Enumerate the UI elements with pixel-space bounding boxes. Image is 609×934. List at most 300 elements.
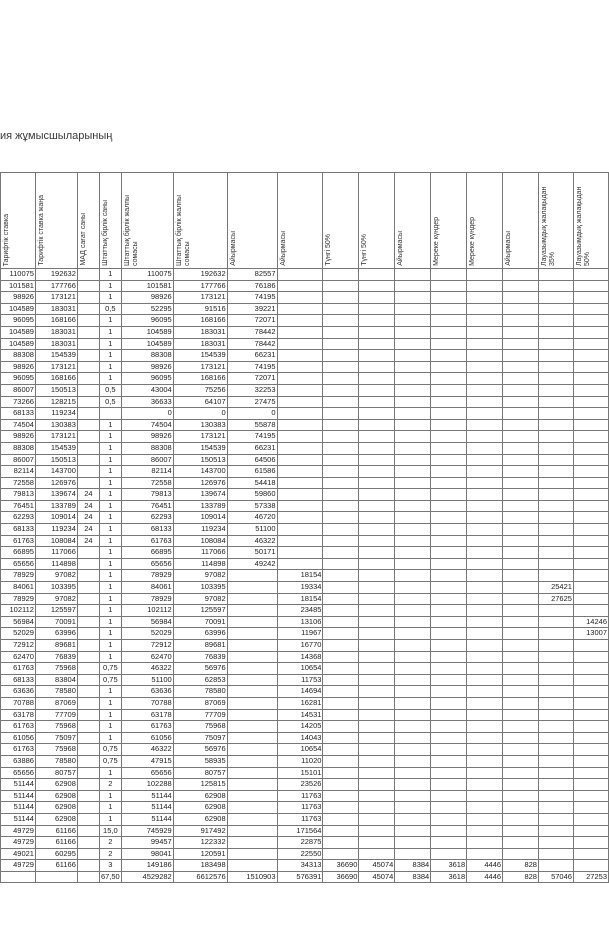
table-cell: 126976 [173, 477, 227, 489]
table-cell: 72558 [121, 477, 173, 489]
table-row [1, 489, 609, 501]
table-cell: 63178 [121, 709, 173, 721]
table-cell: 177766 [35, 280, 77, 292]
table-cell [395, 303, 431, 315]
table-cell: 104589 [121, 326, 173, 338]
table-cell [323, 547, 359, 559]
table-cell: 126976 [35, 477, 77, 489]
table-cell [503, 848, 539, 860]
table-cell [467, 454, 503, 466]
table-cell: 84061 [1, 582, 36, 594]
table-cell [227, 582, 277, 594]
table-cell [395, 663, 431, 675]
table-cell [359, 697, 395, 709]
table-cell: 119234 [35, 524, 77, 536]
table-cell: 75968 [35, 744, 77, 756]
table-cell: 62293 [121, 512, 173, 524]
table-cell [538, 361, 573, 373]
table-cell [503, 535, 539, 547]
table-cell: 133789 [35, 500, 77, 512]
table-cell [467, 640, 503, 652]
table-cell: 1 [99, 431, 121, 443]
table-cell [467, 721, 503, 733]
table-cell [467, 431, 503, 443]
table-cell [573, 384, 608, 396]
table-cell: 1 [99, 442, 121, 454]
table-cell [431, 616, 467, 628]
table-cell: 15,0 [99, 825, 121, 837]
table-cell [323, 593, 359, 605]
table-cell: 1 [99, 547, 121, 559]
table-cell [573, 350, 608, 362]
table-cell [573, 779, 608, 791]
table-cell [359, 361, 395, 373]
table-cell [573, 524, 608, 536]
totals-row [1, 871, 609, 883]
table-cell [431, 466, 467, 478]
table-cell: 101581 [121, 280, 173, 292]
table-cell [467, 593, 503, 605]
table-cell: 96095 [1, 373, 36, 385]
table-row [1, 721, 609, 733]
table-cell [467, 802, 503, 814]
table-cell: 150513 [35, 454, 77, 466]
table-cell [467, 350, 503, 362]
table-cell: 78580 [35, 755, 77, 767]
table-cell [503, 570, 539, 582]
total-cell: 6612576 [173, 871, 227, 883]
table-cell: 101581 [1, 280, 36, 292]
table-cell [77, 802, 99, 814]
table-cell [77, 570, 99, 582]
table-cell: 1 [99, 790, 121, 802]
table-cell [431, 582, 467, 594]
table-cell: 56976 [173, 744, 227, 756]
table-cell [503, 512, 539, 524]
table-cell [538, 280, 573, 292]
table-cell: 98041 [121, 848, 173, 860]
table-cell [431, 292, 467, 304]
table-cell: 46322 [227, 535, 277, 547]
table-cell: 1 [99, 350, 121, 362]
table-cell [431, 396, 467, 408]
table-cell [323, 384, 359, 396]
table-cell [573, 338, 608, 350]
table-cell [77, 848, 99, 860]
table-cell: 77709 [35, 709, 77, 721]
table-cell: 1 [99, 489, 121, 501]
table-cell [395, 802, 431, 814]
table-cell [538, 755, 573, 767]
table-cell [431, 303, 467, 315]
table-cell: 60295 [35, 848, 77, 860]
table-cell: 89681 [35, 640, 77, 652]
table-cell: 22875 [277, 837, 323, 849]
table-cell: 72071 [227, 373, 277, 385]
total-cell [77, 871, 99, 883]
table-cell: 98926 [121, 292, 173, 304]
table-cell [395, 582, 431, 594]
table-cell [323, 408, 359, 420]
table-cell [359, 350, 395, 362]
table-cell: 88308 [121, 350, 173, 362]
table-cell: 1 [99, 373, 121, 385]
column-header-label: Штаттық бірлік жалпы сомасы [175, 194, 191, 266]
table-cell: 1 [99, 605, 121, 617]
table-cell: 114898 [173, 558, 227, 570]
table-cell: 51144 [1, 802, 36, 814]
table-cell: 3 [99, 860, 121, 872]
table-cell: 11763 [277, 813, 323, 825]
table-cell [538, 721, 573, 733]
table-cell: 56984 [121, 616, 173, 628]
table-cell: 104589 [1, 338, 36, 350]
table-cell [395, 535, 431, 547]
column-header [538, 173, 573, 269]
table-row [1, 535, 609, 547]
table-cell [573, 396, 608, 408]
table-cell: 73266 [1, 396, 36, 408]
table-cell: 154539 [35, 350, 77, 362]
table-cell: 78929 [121, 593, 173, 605]
table-cell [467, 848, 503, 860]
table-cell: 183031 [173, 338, 227, 350]
table-cell [538, 547, 573, 559]
table-cell: 114898 [35, 558, 77, 570]
table-cell: 110075 [1, 269, 36, 281]
table-cell: 1 [99, 512, 121, 524]
table-row [1, 616, 609, 628]
column-header [121, 173, 173, 269]
table-cell [538, 790, 573, 802]
table-cell: 65656 [121, 767, 173, 779]
table-cell [503, 616, 539, 628]
table-cell: 57338 [227, 500, 277, 512]
table-cell [227, 697, 277, 709]
table-cell: 88308 [1, 350, 36, 362]
table-cell: 917492 [173, 825, 227, 837]
table-cell [467, 396, 503, 408]
table-cell: 47915 [121, 755, 173, 767]
table-cell: 75968 [35, 721, 77, 733]
table-cell [359, 547, 395, 559]
table-cell: 43004 [121, 384, 173, 396]
table-cell [277, 315, 323, 327]
table-cell [467, 408, 503, 420]
table-cell: 52029 [1, 628, 36, 640]
table-cell: 78580 [173, 686, 227, 698]
table-cell [323, 419, 359, 431]
table-cell: 27625 [538, 593, 573, 605]
table-cell [323, 605, 359, 617]
table-cell: 173121 [35, 292, 77, 304]
table-row [1, 419, 609, 431]
table-cell [323, 442, 359, 454]
table-cell [323, 570, 359, 582]
table-cell [538, 454, 573, 466]
table-cell: 14368 [277, 651, 323, 663]
table-cell [99, 408, 121, 420]
column-header-label: Мереке күндер [433, 217, 441, 266]
table-cell: 63636 [121, 686, 173, 698]
total-cell: 828 [503, 871, 539, 883]
table-cell [227, 860, 277, 872]
table-row [1, 373, 609, 385]
table-cell: 149186 [121, 860, 173, 872]
table-cell [467, 628, 503, 640]
table-cell: 62908 [35, 779, 77, 791]
table-cell [467, 744, 503, 756]
table-cell [323, 628, 359, 640]
table-cell: 65656 [1, 558, 36, 570]
table-cell [227, 686, 277, 698]
table-cell [431, 663, 467, 675]
table-cell: 66231 [227, 442, 277, 454]
table-cell [359, 744, 395, 756]
table-cell: 19334 [277, 582, 323, 594]
table-row [1, 640, 609, 652]
column-header-label: Түнгі 50% [325, 234, 333, 266]
table-cell [503, 755, 539, 767]
table-cell [503, 547, 539, 559]
table-cell [77, 361, 99, 373]
table-header-row [1, 173, 609, 269]
table-cell [431, 674, 467, 686]
table-cell [431, 709, 467, 721]
table-cell [573, 593, 608, 605]
table-cell [431, 697, 467, 709]
table-cell [503, 663, 539, 675]
table-cell [573, 790, 608, 802]
table-cell [431, 744, 467, 756]
table-cell: 4446 [467, 860, 503, 872]
table-cell [395, 616, 431, 628]
table-cell [323, 813, 359, 825]
table-cell: 173121 [35, 431, 77, 443]
table-cell: 108084 [35, 535, 77, 547]
table-row [1, 431, 609, 443]
table-cell [467, 280, 503, 292]
table-cell: 1 [99, 651, 121, 663]
table-cell [395, 697, 431, 709]
table-row [1, 350, 609, 362]
table-row [1, 570, 609, 582]
table-cell [323, 303, 359, 315]
table-cell: 36690 [323, 860, 359, 872]
table-cell [77, 837, 99, 849]
table-cell: 1 [99, 500, 121, 512]
table-cell: 0 [227, 408, 277, 420]
table-cell: 61763 [1, 663, 36, 675]
table-cell: 82557 [227, 269, 277, 281]
table-cell [573, 663, 608, 675]
column-header [359, 173, 395, 269]
table-cell [395, 396, 431, 408]
table-cell: 98926 [121, 361, 173, 373]
table-cell [77, 779, 99, 791]
table-cell: 1 [99, 524, 121, 536]
table-cell [277, 373, 323, 385]
table-row [1, 384, 609, 396]
table-cell: 0,75 [99, 755, 121, 767]
table-cell [503, 477, 539, 489]
table-cell [323, 651, 359, 663]
table-cell: 13007 [573, 628, 608, 640]
table-cell: 14043 [277, 732, 323, 744]
table-cell [227, 628, 277, 640]
table-cell [77, 419, 99, 431]
table-cell [503, 408, 539, 420]
table-cell: 51100 [227, 524, 277, 536]
table-cell [467, 686, 503, 698]
table-cell [538, 500, 573, 512]
table-cell [277, 466, 323, 478]
table-cell: 51100 [121, 674, 173, 686]
table-cell [77, 396, 99, 408]
table-cell: 173121 [35, 361, 77, 373]
table-cell [77, 767, 99, 779]
table-cell: 25421 [538, 582, 573, 594]
table-cell [573, 744, 608, 756]
table-cell [323, 755, 359, 767]
table-cell [395, 570, 431, 582]
table-cell [323, 373, 359, 385]
table-cell: 11763 [277, 802, 323, 814]
table-cell [503, 674, 539, 686]
table-cell [77, 442, 99, 454]
table-cell [538, 709, 573, 721]
table-cell: 32253 [227, 384, 277, 396]
table-cell: 177766 [173, 280, 227, 292]
table-cell [431, 419, 467, 431]
table-cell [503, 466, 539, 478]
table-cell [503, 651, 539, 663]
table-cell [359, 326, 395, 338]
table-cell [538, 477, 573, 489]
total-cell [35, 871, 77, 883]
table-cell [359, 419, 395, 431]
table-cell: 88308 [121, 442, 173, 454]
table-cell [277, 454, 323, 466]
table-cell: 24 [77, 524, 99, 536]
table-cell: 1 [99, 616, 121, 628]
column-header-label: Тарифтік ставка жаңа [37, 195, 45, 266]
table-cell [77, 454, 99, 466]
table-cell: 119234 [173, 524, 227, 536]
table-cell [323, 326, 359, 338]
table-cell: 63996 [173, 628, 227, 640]
payroll-table [0, 172, 609, 883]
table-cell [395, 767, 431, 779]
table-cell: 125597 [173, 605, 227, 617]
table-cell [77, 431, 99, 443]
table-cell: 1 [99, 419, 121, 431]
column-header [173, 173, 227, 269]
total-cell: 57046 [538, 871, 573, 883]
table-cell [395, 628, 431, 640]
table-cell [467, 779, 503, 791]
table-cell [503, 779, 539, 791]
table-cell [538, 605, 573, 617]
table-cell [323, 640, 359, 652]
table-cell [395, 512, 431, 524]
table-cell [77, 686, 99, 698]
table-cell: 2 [99, 779, 121, 791]
table-cell [359, 825, 395, 837]
table-cell [538, 338, 573, 350]
table-cell [467, 651, 503, 663]
table-cell: 1 [99, 477, 121, 489]
table-cell: 154539 [173, 442, 227, 454]
table-cell [573, 605, 608, 617]
table-cell [538, 466, 573, 478]
table-cell [395, 454, 431, 466]
column-header-label: МАД сағат саны [79, 213, 87, 266]
table-cell: 52029 [121, 628, 173, 640]
table-cell [573, 269, 608, 281]
table-cell [467, 535, 503, 547]
table-cell: 97082 [35, 570, 77, 582]
table-cell: 828 [503, 860, 539, 872]
table-cell: 46322 [121, 744, 173, 756]
table-cell: 61166 [35, 860, 77, 872]
table-cell [277, 269, 323, 281]
table-cell: 63636 [1, 686, 36, 698]
table-cell: 76186 [227, 280, 277, 292]
table-row [1, 582, 609, 594]
table-cell: 61056 [121, 732, 173, 744]
table-cell: 173121 [173, 431, 227, 443]
table-cell: 109014 [173, 512, 227, 524]
table-cell [573, 454, 608, 466]
table-cell: 99457 [121, 837, 173, 849]
table-cell [77, 466, 99, 478]
table-cell [538, 326, 573, 338]
table-row [1, 663, 609, 675]
table-cell [503, 709, 539, 721]
table-cell: 2 [99, 837, 121, 849]
table-cell: 1 [99, 813, 121, 825]
table-cell: 117066 [173, 547, 227, 559]
table-cell [538, 408, 573, 420]
table-cell: 192632 [173, 269, 227, 281]
total-cell: 67,50 [99, 871, 121, 883]
table-cell [538, 825, 573, 837]
table-cell [359, 663, 395, 675]
table-row [1, 477, 609, 489]
table-cell [503, 697, 539, 709]
table-cell [77, 269, 99, 281]
table-cell [227, 848, 277, 860]
table-cell: 86007 [121, 454, 173, 466]
table-cell [503, 292, 539, 304]
table-cell: 1 [99, 640, 121, 652]
table-cell [467, 837, 503, 849]
table-cell [395, 651, 431, 663]
table-cell: 70788 [121, 697, 173, 709]
table-cell [538, 558, 573, 570]
table-cell [77, 280, 99, 292]
table-row [1, 755, 609, 767]
table-cell: 76839 [173, 651, 227, 663]
table-cell: 11967 [277, 628, 323, 640]
table-cell: 143700 [35, 466, 77, 478]
table-row [1, 454, 609, 466]
table-row [1, 732, 609, 744]
table-cell [395, 338, 431, 350]
table-cell [359, 454, 395, 466]
table-cell: 87069 [173, 697, 227, 709]
